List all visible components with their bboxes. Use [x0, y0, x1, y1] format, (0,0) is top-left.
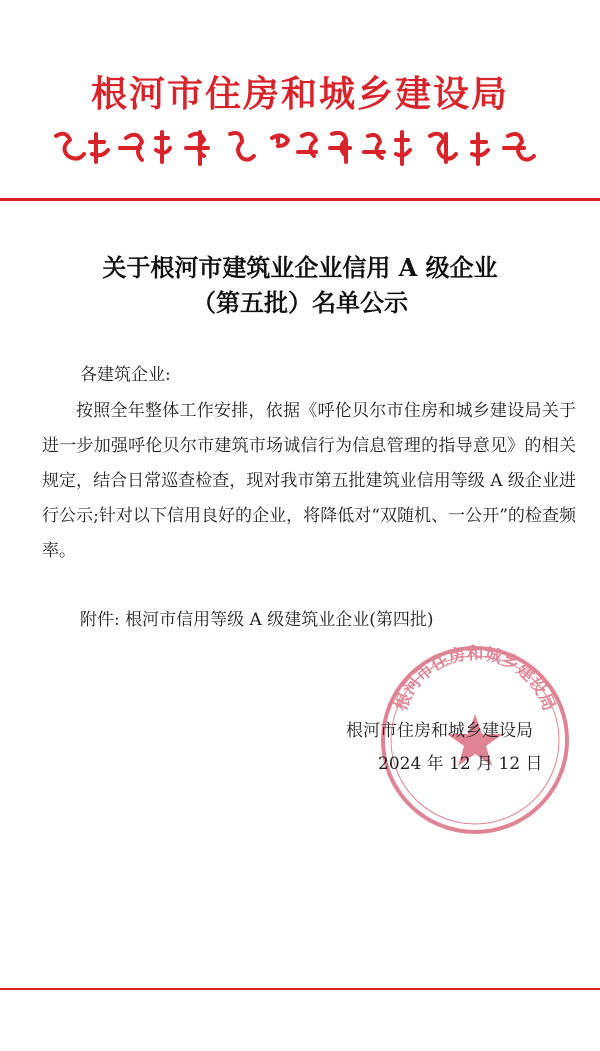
signer-organization: 根河市住房和城乡建设局 — [346, 721, 533, 741]
attachment-note: 附件: 根河市信用等级 A 级建筑业企业(第四批) — [80, 610, 434, 630]
letterhead-title: 根河市住房和城乡建设局 — [90, 74, 509, 115]
letterhead-divider — [0, 198, 600, 201]
document-title-line-1: 关于根河市建筑业企业信用 A 级企业 — [102, 253, 498, 282]
seal-text: 根河市住房和城乡建设局 — [391, 644, 559, 714]
mongolian-script-icon — [50, 124, 550, 174]
salutation: 各建筑企业: — [80, 365, 171, 385]
body-paragraph: 按照全年整体工作安排，依据《呼伦贝尔市住房和城乡建设局关于进一步加强呼伦贝尔市建筑市场诚信行为信息管理的指导意见》的相关规定，结合日常巡查检查，现对我市第五批建筑业信用等级 A 级企业进行公示;针对以下信用良好的企业，将降低对“双随机、一公开”的检查频率。 — [42, 401, 576, 561]
footer-divider — [0, 988, 600, 990]
svg-text:根河市住房和城乡建设局 — [390, 644, 558, 714]
document-title-line-2: （第五批）名单公示 — [192, 288, 408, 317]
document-date: 2024 年 12 月 12 日 — [378, 754, 543, 774]
